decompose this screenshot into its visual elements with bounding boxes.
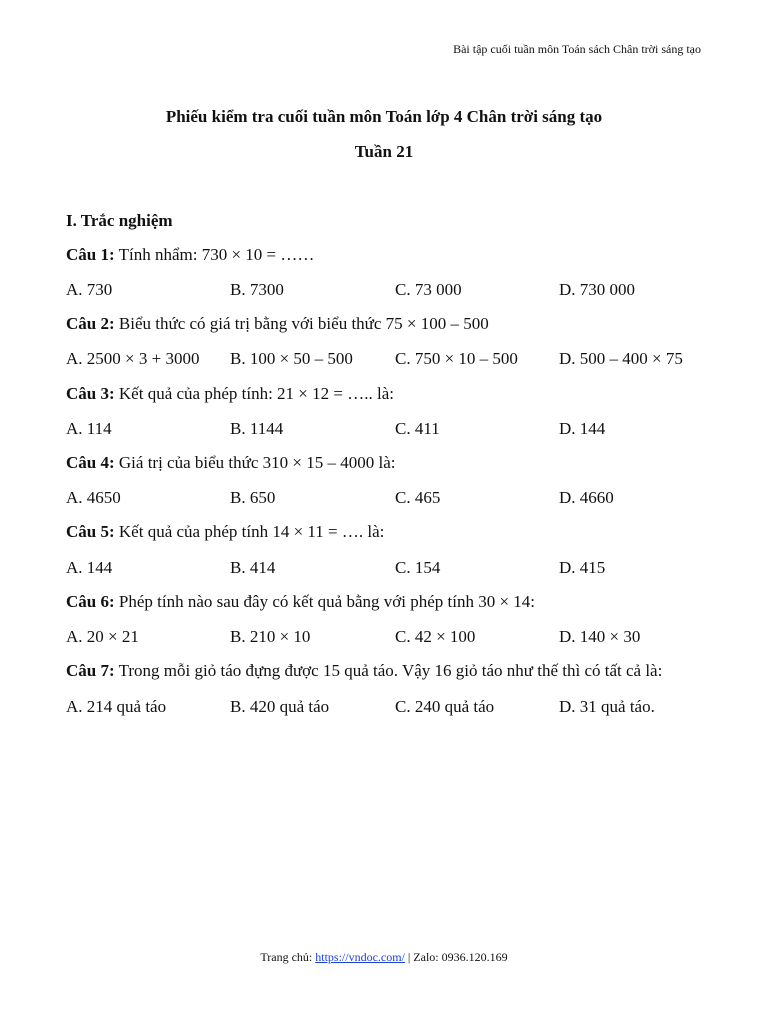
footer-contact: | Zalo: 0936.120.169 — [404, 950, 508, 964]
section-heading: I. Trắc nghiệm — [66, 211, 173, 230]
week-title: Tuần 21 — [354, 142, 414, 161]
question-2-options — [66, 349, 726, 371]
question-4 — [66, 453, 395, 473]
question-text: Kết quả của phép tính 14 × 11 = …. là: — [114, 522, 385, 541]
option-d: D. 144 — [559, 419, 606, 438]
question-5-options — [66, 558, 726, 580]
option-d: D. 500 – 400 × 75 — [559, 349, 683, 368]
question-label: Câu 2: — [66, 314, 115, 333]
option-d: D. 4660 — [559, 488, 614, 507]
option-d: D. 140 × 30 — [559, 627, 641, 646]
option-c: C. 465 — [395, 488, 441, 507]
header-note: Bài tập cuối tuần môn Toán sách Chân trời sáng tạo — [453, 42, 701, 56]
footer-prefix: Trang chủ: — [260, 950, 316, 964]
question-text: Giá trị của biểu thức 310 × 15 – 4000 là: — [114, 453, 396, 472]
question-3 — [66, 384, 394, 404]
option-a: A. 20 × 21 — [66, 627, 139, 646]
option-c: C. 750 × 10 – 500 — [395, 349, 518, 368]
question-7 — [66, 661, 662, 681]
option-b: B. 210 × 10 — [230, 627, 311, 646]
option-a: A. 214 quả táo — [66, 697, 167, 716]
question-7-options — [66, 697, 726, 719]
option-c: C. 42 × 100 — [395, 627, 476, 646]
option-a: A. 144 — [66, 558, 113, 577]
option-a: A. 2500 × 3 + 3000 — [66, 349, 200, 368]
option-b: B. 420 quả táo — [230, 697, 330, 716]
question-2 — [66, 314, 489, 334]
option-b: B. 650 — [230, 488, 276, 507]
option-b: B. 100 × 50 – 500 — [230, 349, 353, 368]
option-c: C. 240 quả táo — [395, 697, 495, 716]
question-5 — [66, 522, 384, 542]
option-a: A. 730 — [66, 280, 113, 299]
question-label: Câu 7: — [66, 661, 115, 680]
page-footer — [0, 950, 768, 965]
question-1-options — [66, 280, 726, 302]
question-label: Câu 1: — [66, 245, 115, 264]
question-1 — [66, 245, 314, 265]
question-label: Câu 4: — [66, 453, 115, 472]
homepage-link[interactable]: https://vndoc.com/ — [315, 950, 405, 964]
option-d: D. 415 — [559, 558, 606, 577]
question-text: Biểu thức có giá trị bằng với biểu thức 75 × 100 – 500 — [114, 314, 489, 333]
question-label: Câu 6: — [66, 592, 115, 611]
question-6-options — [66, 627, 726, 649]
question-text: Phép tính nào sau đây có kết quả bằng với phép tính 30 × 14: — [114, 592, 536, 611]
option-a: A. 4650 — [66, 488, 121, 507]
option-a: A. 114 — [66, 419, 112, 438]
question-label: Câu 3: — [66, 384, 115, 403]
question-3-options — [66, 419, 726, 441]
question-text: Tính nhẩm: 730 × 10 = …… — [114, 245, 315, 264]
question-6 — [66, 592, 535, 612]
question-4-options — [66, 488, 726, 510]
option-c: C. 73 000 — [395, 280, 462, 299]
question-label: Câu 5: — [66, 522, 115, 541]
page-title: Phiếu kiểm tra cuối tuần môn Toán lớp 4 Chân trời sáng tạo — [165, 107, 603, 126]
question-text: Kết quả của phép tính: 21 × 12 = ….. là: — [114, 384, 394, 403]
option-d: D. 730 000 — [559, 280, 636, 299]
option-b: B. 414 — [230, 558, 276, 577]
option-b: B. 1144 — [230, 419, 284, 438]
option-c: C. 154 — [395, 558, 441, 577]
question-text: Trong mỗi giỏ táo đựng được 15 quả táo. Vậy 16 giỏ táo như thế thì có tất cả là: — [114, 661, 663, 680]
option-b: B. 7300 — [230, 280, 284, 299]
option-c: C. 411 — [395, 419, 440, 438]
option-d: D. 31 quả táo. — [559, 697, 655, 716]
